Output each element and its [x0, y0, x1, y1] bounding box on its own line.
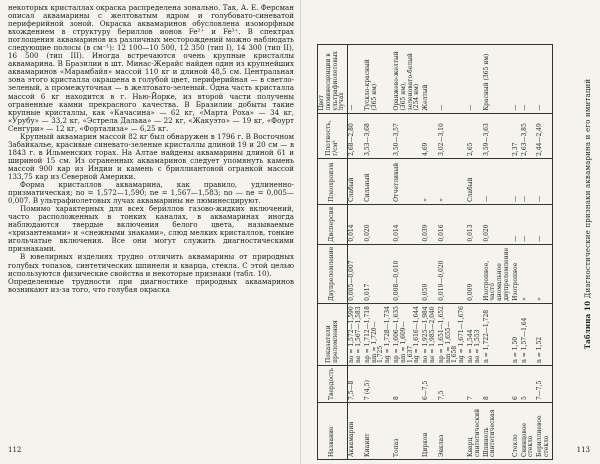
table-header-cell: Название: [318, 403, 348, 460]
table-cell: —: [536, 45, 552, 114]
table-cell: 7—7,5: [536, 365, 552, 402]
page-number-left: 112: [8, 446, 22, 454]
table-cell: 0,020: [364, 204, 393, 244]
paragraph: Крупный аквамарин массой 82 кг был обнаружен в 1796 г. В Восточном Забайкалье, красивые синевато-зеленые кристаллы длиной 19 и 20 см — в 1843 г. в Ильменских горах. На Алтае найдены аквамарины длиной 61 и шириной 15 см. Из ограненных аквамаринов следует упомянуть камень массой 900 кар из Индии и камень с бриллиантовой огранкой массой 133,75 кар из Северной Америки.: [8, 131, 294, 181]
table-row: [467, 45, 483, 460]
table-cell: 4,69: [422, 113, 438, 158]
table-cell: —: [536, 158, 552, 204]
table-cell: Топаз: [393, 403, 422, 460]
table-cell: 7 (4,5): [364, 365, 393, 402]
table-cell: Кварц синтетический: [467, 403, 483, 460]
table-cell: Аквамарин: [348, 403, 364, 460]
table-row: [364, 45, 393, 460]
table-cell: 8: [483, 365, 512, 402]
table-cell: 2,44—2,49: [536, 113, 552, 158]
table-cell: Оранжево-желтый (365 нм), зеленовато-белый (254 нм): [393, 45, 422, 114]
table-header-cell: Дисперсия: [318, 204, 348, 244]
table-cell: Сильный: [364, 158, 393, 204]
table-cell: 7: [467, 365, 483, 402]
paragraph: Помимо характерных для всех бериллов газово-жидких включений, часто расположенных в тонких каналах, в аквамаринах иногда наблюдаются твердые включения белого цвета, называемые «хризантемами» и «снежными знаками», слюд мелких кристаллов, тонкие игольчатые включения. Все они могут служить диагностическими признаками.: [8, 204, 294, 254]
table-cell: Отчетливый: [393, 158, 422, 204]
table-cell: 0,059: [422, 244, 438, 303]
table-cell: Циркон: [422, 403, 438, 460]
table-row: [521, 45, 537, 460]
table-cell: —: [521, 45, 537, 114]
table-row: [438, 45, 467, 460]
table-cell: Эвклаз: [438, 403, 467, 460]
table-cell: nо = 1,925—1,984 nе = 1,985—2,040: [422, 303, 438, 365]
table-caption-title: Диагностические признаки аквамарина и его имитаций: [584, 78, 592, 299]
table-cell: 0,005—0,007: [348, 244, 364, 303]
table-cell: 6—7,5: [422, 365, 438, 402]
table-cell: Свинцовое стекло: [521, 403, 537, 460]
table-cell: —: [348, 45, 364, 114]
right-page: [300, 0, 600, 464]
table-cell: Изотропное, часто аномальное двупреломление: [483, 244, 512, 303]
table-cell: 7,5—8: [348, 365, 364, 402]
table-header-cell: Двупреломление: [318, 244, 348, 303]
rotated-table-block: [301, 0, 600, 464]
table-cell: 0,014: [348, 204, 364, 244]
table-cell: 0,014: [393, 204, 422, 244]
table-row: [483, 45, 512, 460]
table-cell: n = 1,50: [512, 303, 521, 365]
table-cell: —: [521, 204, 537, 244]
table-cell: Тускло-красный (365 нм): [364, 45, 393, 114]
table-cell: 2,37: [512, 113, 521, 158]
table-cell: Шпинель синтетическая: [483, 403, 512, 460]
table-row: [348, 45, 364, 460]
table-row: [393, 45, 422, 460]
table-cell: —: [438, 45, 467, 114]
table-cell: 5: [521, 365, 537, 402]
table-cell: —: [512, 158, 521, 204]
table-cell: —: [536, 204, 552, 244]
table-header-cell: Твердость: [318, 365, 348, 402]
table-cell: —: [483, 158, 512, 204]
table-cell: Стекло: [512, 403, 521, 460]
table-cell: Бериллиевое стекло: [536, 403, 552, 460]
left-page-text: [8, 4, 294, 294]
table-row: [512, 45, 521, 460]
table-cell: Слабый: [467, 158, 483, 204]
table-cell: »: [422, 158, 438, 204]
table-cell: —: [467, 45, 483, 114]
table-cell: »: [536, 244, 552, 303]
table-cell: 2,65: [467, 113, 483, 158]
table-cell: n = 1,722—1,728: [483, 303, 512, 365]
table-cell: Красный (365 нм): [483, 45, 512, 114]
table-cell: 0,017: [364, 244, 393, 303]
table-cell: —: [512, 204, 521, 244]
table-cell: 7,5: [438, 365, 467, 402]
table-header-cell: Плеохроизм: [318, 158, 348, 204]
table-cell: 6: [512, 365, 521, 402]
table-cell: —: [512, 45, 521, 114]
table-cell: Кианит: [364, 403, 393, 460]
table-cell: n = 1,57—1,64: [521, 303, 537, 365]
table-header-cell: Показатели преломления: [318, 303, 348, 365]
table-cell: 3,50—3,57: [393, 113, 422, 158]
table-row: [422, 45, 438, 460]
table-cell: 0,013: [467, 204, 483, 244]
table-header-cell: Цвет люминесценции в ультрафиолетовых лучах: [318, 45, 348, 114]
table-caption: [583, 4, 592, 424]
table-cell: »: [521, 244, 537, 303]
paragraph: Определенные трудности при диагностике природных аквамаринов возникают из-за того, что голубая окраска: [8, 276, 294, 294]
table-cell: n = 1,52: [536, 303, 552, 365]
table-cell: 0,039: [422, 204, 438, 244]
table-row: [536, 45, 552, 460]
table-caption-label: Таблица 10: [583, 300, 592, 350]
table-cell: 0,016: [438, 204, 467, 244]
table-cell: Изотропное: [512, 244, 521, 303]
paragraph: В ювелирных изделиях трудно отличить аквамарины от природных голубых топазов, синтетических шпинели и кварца, стекла. С этой целью используются физические свойства и некоторые признаки (табл. 10).: [8, 252, 294, 278]
table-header-cell: Плотность, г/см³: [318, 113, 348, 158]
diagnostic-table: [317, 44, 553, 460]
table-cell: nо = 1,544 nе = 1,553: [467, 303, 483, 365]
table-cell: 3,02—3,10: [438, 113, 467, 158]
table-cell: 0,019—0,020: [438, 244, 467, 303]
paragraph: некоторых кристаллах окраска распределена зонально. Так, А. Е. Ферсман описал аквамарины с желтоватым ядром и голубовато-синеватой периферийной зоной. Окраска аквамаринов обусловлена изоморфным вхождением в структуру бериллов ионов Fe²⁺ и Fe³⁺. В спектрах поглощения аквамаринов из различных месторождений можно наблюдать следующие полосы (в см⁻¹): 12 100—10 500, 12 350 (тип I), 14 300 (тип II), 16 500 (тип III). Иногда встречаются очень крупные кристаллы аквамарина. В Бразилии в шт. Минас-Жерайс найден один из крупнейших аквамаринов «Марамбайя» массой 110 кг и длиной 48,5 см. Центральная зона этого кристалла окрашена в голубой цвет, периферийная — в светло-зеленый, а промежуточная — в желтовато-зеленый. Одна часть кристалла массой 6 кг находится в г. Нью-Йорке, из второй части получены ограненные камни прекрасного качества. В Бразилии добыты такие крупные кристаллы, как «Качасина» — 62 кг, «Марта Роха» — 34 кг, «Урубу» — 33,2 кг, «Эстрела Дальва» — 22 кг, «Жакуэто» — 19 кг, «Фоурт Сенгури» — 12 кг, «Фортализа» — 6,25 кг.: [8, 3, 294, 133]
table-cell: 0,020: [483, 204, 512, 244]
table-cell: 0,008—0,010: [393, 244, 422, 303]
table-cell: Слабый: [348, 158, 364, 204]
table-cell: 0,009: [467, 244, 483, 303]
table-cell: nо = 1,572—1,590 nе = 1,567—1,583: [348, 303, 364, 365]
table-cell: 2,63—3,85: [521, 113, 537, 158]
table-cell: nр = 1,712—1,718 nm = 1,720—1,725 ng = 1,728—1,734: [364, 303, 393, 365]
table-cell: np = 1,606—1,635 nm = 1,609—1,637 ng = 1,616—1,644: [393, 303, 422, 365]
table-cell: 2,68—2,80: [348, 113, 364, 158]
page-number-right: 113: [576, 446, 590, 454]
table-cell: »: [438, 158, 467, 204]
table-body: [348, 45, 553, 460]
paragraph: Форма кристаллов аквамарина, как правило, удлиненно-призматическая; nо = 1,572—1,590; nе = 1,567—1,583; nо — nе = 0,005—0,007. В ультрафиолетовых лучах аквамарины не люминесцируют.: [8, 180, 294, 206]
table-cell: 8: [393, 365, 422, 402]
table-cell: nр = 1,651—1,652 nm = 1,655—1,658 ng = 1,671—1,676: [438, 303, 467, 365]
table-cell: Желтый: [422, 45, 438, 114]
table-cell: 3,59—3,63: [483, 113, 512, 158]
table-cell: 3,53—3,68: [364, 113, 393, 158]
table-header-row: [318, 45, 348, 460]
table-cell: —: [521, 158, 537, 204]
